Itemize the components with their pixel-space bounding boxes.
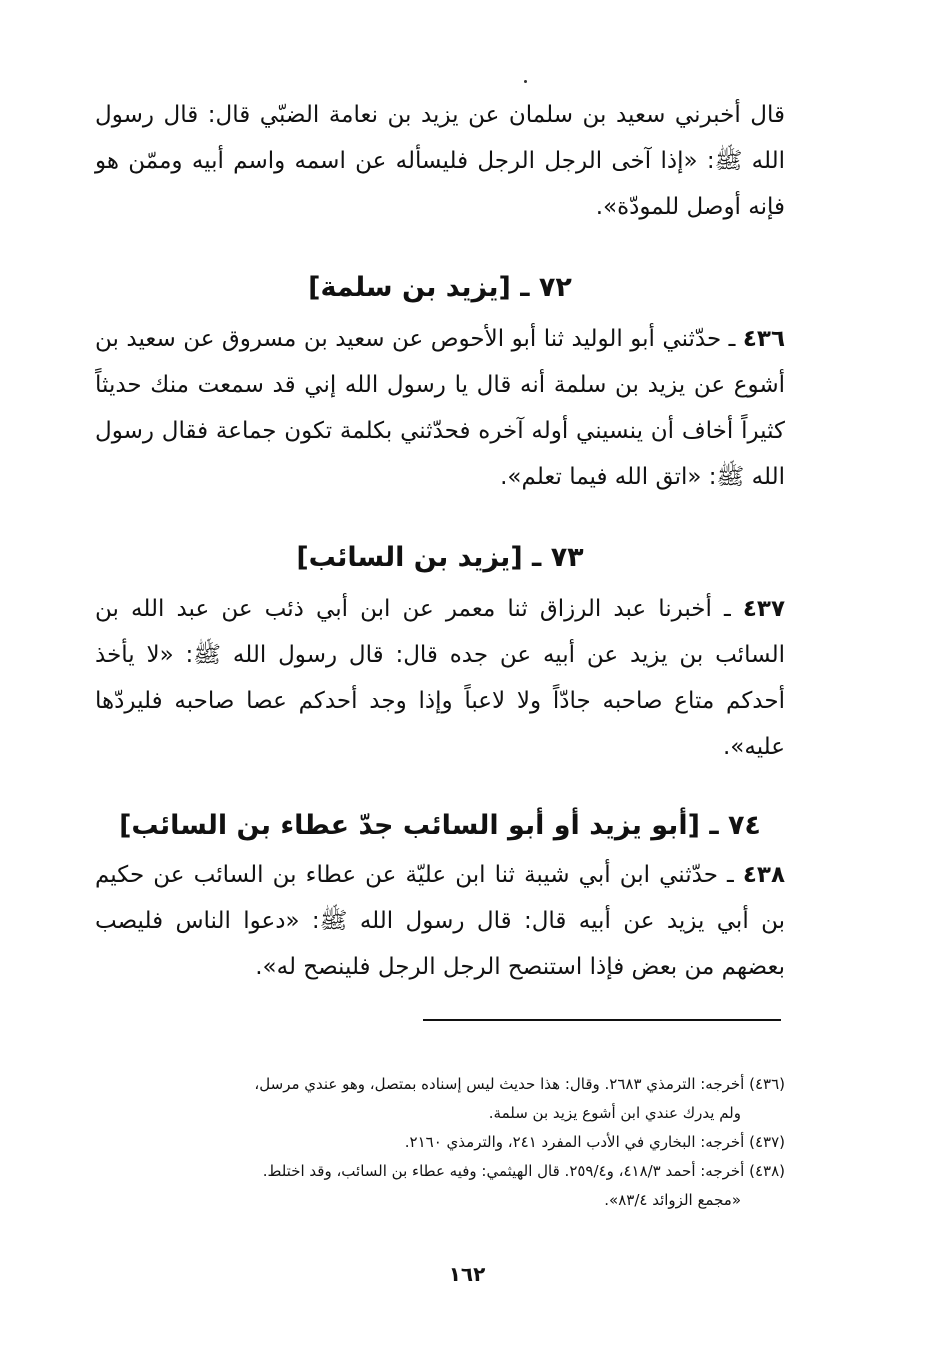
- hadith-text: ـ حدّثني ابن أبي شيبة ثنا ابن عليّة عن عطاء بن السائب عن حكيم بن أبي يزيد عن أبيه قال: قال رسول الله ﷺ: «دعوا الناس فليصب بعضهم من بعض فإذا استنصح الرجل الرجل فلينصح له».: [95, 862, 785, 980]
- hadith-number: ٤٣٨: [742, 862, 786, 888]
- footnote-437: [95, 1128, 785, 1157]
- hadith-437: [95, 586, 785, 770]
- hadith-number: ٤٣٦: [742, 326, 785, 352]
- footnote-436-continued: [95, 1099, 785, 1128]
- hadith-text: ـ حدّثني أبو الوليد ثنا أبو الأحوص عن سعيد بن مسروق عن سعيد بن أشوع عن يزيد بن سلمة أنه قال يا رسول الله إني قد سمعت منك حديثاً كثيراً أخاف أن ينسيني أوله آخره فحدّثني بكلمة تكون جماعة فقال رسول الله ﷺ: «اتق الله فيما تعلم».: [95, 326, 785, 490]
- footnote-divider: [423, 1019, 781, 1021]
- intro-paragraph: قال أخبرني سعيد بن سلمان عن يزيد بن نعامة الضبّي قال: قال رسول الله ﷺ: «إذا آخى الرجل الرجل فليسأله عن اسمه واسم أبيه وممّن هو فإنه أوصل للمودّة».: [95, 102, 785, 220]
- hadith-436: [95, 316, 785, 500]
- hadith-text: ـ أخبرنا عبد الرزاق ثنا معمر عن ابن أبي ذئب عن عبد الله بن السائب بن يزيد عن أبيه عن جده قال: قال رسول الله ﷺ: «لا يأخذ أحدكم متاع صاحبه جادّاً ولا لاعباً وإذا وجد أحدكم عصا صاحبه فليردّها عليه».: [95, 596, 785, 760]
- hadith-number: ٤٣٧: [742, 596, 786, 622]
- section-heading-72: ٧٢ ـ [يزيد بن سلمة]: [308, 272, 572, 303]
- section-heading-73: ٧٣ ـ [يزيد بن السائب]: [296, 542, 584, 573]
- page-number: ١٦٢: [448, 1262, 486, 1286]
- footnote-line: (٤٣٧) أخرجه: البخاري في الأدب المفرد ٢٤١، والترمذي ٢١٦٠.: [404, 1133, 785, 1151]
- footnote-438-continued: [95, 1186, 785, 1215]
- footnote-line: ولم يدرك عندي ابن أشوع يزيد بن سلمة.: [488, 1104, 741, 1122]
- main-text: [95, 92, 785, 990]
- footnote-line: «مجمع الزوائد ٨٣/٤».: [604, 1191, 741, 1209]
- hadith-438: [95, 852, 785, 990]
- footnote-line: (٤٣٨) أخرجه: أحمد ٤١٨/٣، و٢٥٩/٤. قال الهيثمي: وفيه عطاء بن السائب، وقد اختلط.: [262, 1162, 785, 1180]
- footnote-line: (٤٣٦) أخرجه: الترمذي ٢٦٨٣. وقال: هذا حديث ليس إسناده بمتصل، وهو عندي مرسل،: [254, 1075, 785, 1093]
- footnote-438: [95, 1157, 785, 1186]
- section-heading-74: ٧٤ ـ [أبو يزيد أو أبو السائب جدّ عطاء بن السائب]: [119, 810, 761, 841]
- footnote-436: [95, 1070, 785, 1099]
- footnotes: [95, 1070, 785, 1215]
- scan-speck: [524, 80, 527, 83]
